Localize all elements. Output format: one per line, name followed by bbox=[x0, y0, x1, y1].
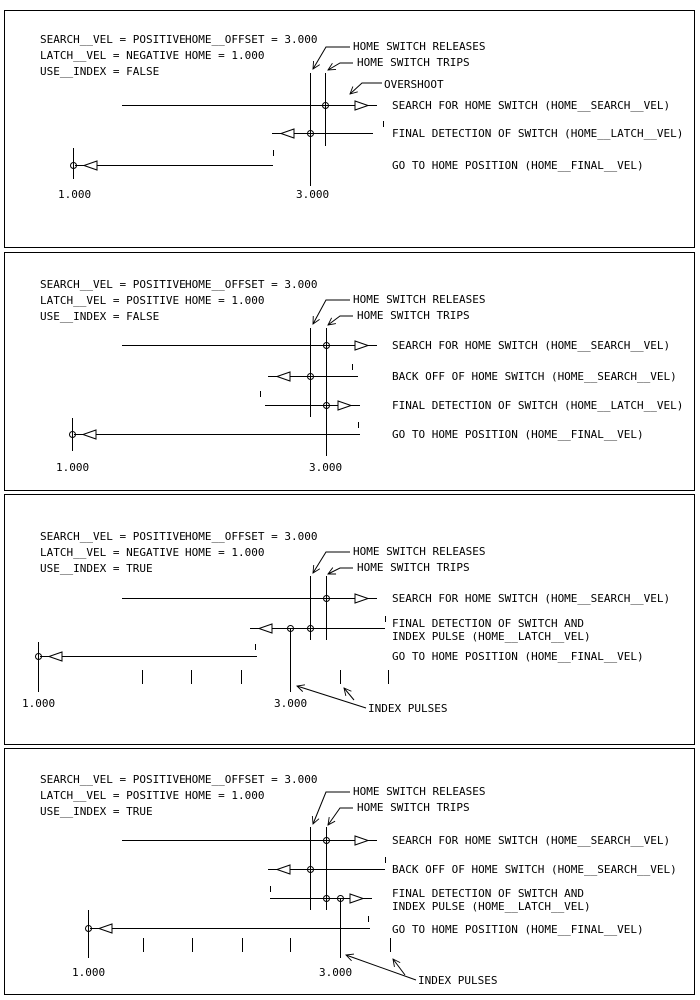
position-label-home: 1.000 bbox=[58, 188, 92, 201]
param-home-offset: HOME__OFFSET = 3.000 bbox=[185, 33, 318, 46]
callout-home-switch-trips: HOME SWITCH TRIPS bbox=[357, 561, 470, 574]
label-backoff-move: BACK OFF OF HOME SWITCH (HOME__SEARCH__VEL) bbox=[392, 370, 677, 383]
position-label-offset: 3.000 bbox=[296, 188, 330, 201]
param-latch-vel: LATCH__VEL = POSITIVE bbox=[40, 294, 180, 307]
panel-2 bbox=[5, 253, 695, 491]
position-label-home: 1.000 bbox=[56, 461, 90, 474]
panel-3 bbox=[5, 495, 695, 745]
param-search-vel: SEARCH__VEL = POSITIVE bbox=[40, 278, 186, 291]
param-use-index: USE__INDEX = TRUE bbox=[40, 805, 153, 818]
leader-trips bbox=[328, 63, 353, 70]
leader-index-pulses bbox=[344, 688, 354, 700]
param-use-index: USE__INDEX = FALSE bbox=[40, 310, 160, 323]
param-use-index: USE__INDEX = TRUE bbox=[40, 562, 153, 575]
position-label-home: 1.000 bbox=[72, 966, 106, 979]
param-home: HOME = 1.000 bbox=[185, 789, 265, 802]
final-detect-arrowhead-right bbox=[350, 894, 363, 903]
label-index-pulses: INDEX PULSES bbox=[418, 974, 498, 987]
callout-home-switch-trips: HOME SWITCH TRIPS bbox=[357, 309, 470, 322]
param-home-offset: HOME__OFFSET = 3.000 bbox=[185, 278, 318, 291]
label-search-move: SEARCH FOR HOME SWITCH (HOME__SEARCH__VEL) bbox=[392, 592, 671, 605]
go-home-arrowhead-left bbox=[84, 161, 97, 170]
label-index-pulses: INDEX PULSES bbox=[368, 702, 448, 715]
leader-trips bbox=[328, 568, 353, 574]
go-home-arrowhead-left bbox=[49, 652, 62, 661]
param-latch-vel: LATCH__VEL = POSITIVE bbox=[40, 789, 180, 802]
label-final-detect-move-line2: INDEX PULSE (HOME__LATCH__VEL) bbox=[392, 630, 591, 643]
label-final-detect-move-line2: INDEX PULSE (HOME__LATCH__VEL) bbox=[392, 900, 591, 913]
leader-releases bbox=[313, 300, 350, 324]
callout-home-switch-releases: HOME SWITCH RELEASES bbox=[353, 785, 486, 798]
final-detect-arrowhead-left bbox=[259, 624, 272, 633]
label-go-home-move: GO TO HOME POSITION (HOME__FINAL__VEL) bbox=[392, 428, 644, 441]
final-detect-arrowhead-left bbox=[281, 129, 294, 138]
param-home-offset: HOME__OFFSET = 3.000 bbox=[185, 530, 318, 543]
label-final-detect-move: FINAL DETECTION OF SWITCH AND bbox=[392, 887, 585, 900]
leader-overshoot bbox=[350, 83, 382, 94]
param-home: HOME = 1.000 bbox=[185, 546, 265, 559]
param-home: HOME = 1.000 bbox=[185, 49, 265, 62]
search-move-arrowhead-right bbox=[355, 341, 368, 350]
search-move-arrowhead-right bbox=[355, 594, 368, 603]
leader-releases bbox=[313, 47, 350, 69]
label-search-move: SEARCH FOR HOME SWITCH (HOME__SEARCH__VEL) bbox=[392, 99, 671, 112]
param-latch-vel: LATCH__VEL = NEGATIVE bbox=[40, 49, 180, 62]
leader-releases bbox=[313, 552, 350, 573]
panel-4 bbox=[5, 749, 695, 995]
callout-overshoot: OVERSHOOT bbox=[384, 78, 444, 91]
panel-1 bbox=[5, 11, 695, 248]
param-home-offset: HOME__OFFSET = 3.000 bbox=[185, 773, 318, 786]
label-final-detect-move: FINAL DETECTION OF SWITCH (HOME__LATCH__VEL) bbox=[392, 399, 684, 412]
backoff-arrowhead-left bbox=[277, 865, 290, 874]
param-search-vel: SEARCH__VEL = POSITIVE bbox=[40, 530, 186, 543]
search-move-arrowhead-right bbox=[355, 101, 368, 110]
backoff-arrowhead-left bbox=[277, 372, 290, 381]
param-search-vel: SEARCH__VEL = POSITIVE bbox=[40, 33, 186, 46]
callout-home-switch-releases: HOME SWITCH RELEASES bbox=[353, 40, 486, 53]
position-label-home: 1.000 bbox=[22, 697, 56, 710]
leader-trips bbox=[328, 316, 353, 325]
leader-trips bbox=[328, 808, 353, 825]
callout-home-switch-trips: HOME SWITCH TRIPS bbox=[357, 56, 470, 69]
callout-home-switch-trips: HOME SWITCH TRIPS bbox=[357, 801, 470, 814]
final-detect-arrowhead-right bbox=[338, 401, 351, 410]
leader-index-pulses bbox=[297, 686, 366, 708]
label-search-move: SEARCH FOR HOME SWITCH (HOME__SEARCH__VEL) bbox=[392, 834, 671, 847]
position-label-offset: 3.000 bbox=[319, 966, 353, 979]
param-home: HOME = 1.000 bbox=[185, 294, 265, 307]
label-go-home-move: GO TO HOME POSITION (HOME__FINAL__VEL) bbox=[392, 923, 644, 936]
label-search-move: SEARCH FOR HOME SWITCH (HOME__SEARCH__VEL) bbox=[392, 339, 671, 352]
callout-home-switch-releases: HOME SWITCH RELEASES bbox=[353, 545, 486, 558]
param-latch-vel: LATCH__VEL = NEGATIVE bbox=[40, 546, 180, 559]
param-use-index: USE__INDEX = FALSE bbox=[40, 65, 160, 78]
callout-home-switch-releases: HOME SWITCH RELEASES bbox=[353, 293, 486, 306]
leader-index-pulses bbox=[346, 955, 416, 980]
label-go-home-move: GO TO HOME POSITION (HOME__FINAL__VEL) bbox=[392, 650, 644, 663]
go-home-arrowhead-left bbox=[99, 924, 112, 933]
label-go-home-move: GO TO HOME POSITION (HOME__FINAL__VEL) bbox=[392, 159, 644, 172]
label-final-detect-move: FINAL DETECTION OF SWITCH (HOME__LATCH__VEL) bbox=[392, 127, 684, 140]
search-move-arrowhead-right bbox=[355, 836, 368, 845]
param-search-vel: SEARCH__VEL = POSITIVE bbox=[40, 773, 186, 786]
label-backoff-move: BACK OFF OF HOME SWITCH (HOME__SEARCH__VEL) bbox=[392, 863, 677, 876]
position-label-offset: 3.000 bbox=[274, 697, 308, 710]
go-home-arrowhead-left bbox=[83, 430, 96, 439]
label-final-detect-move: FINAL DETECTION OF SWITCH AND bbox=[392, 617, 585, 630]
position-label-offset: 3.000 bbox=[309, 461, 343, 474]
